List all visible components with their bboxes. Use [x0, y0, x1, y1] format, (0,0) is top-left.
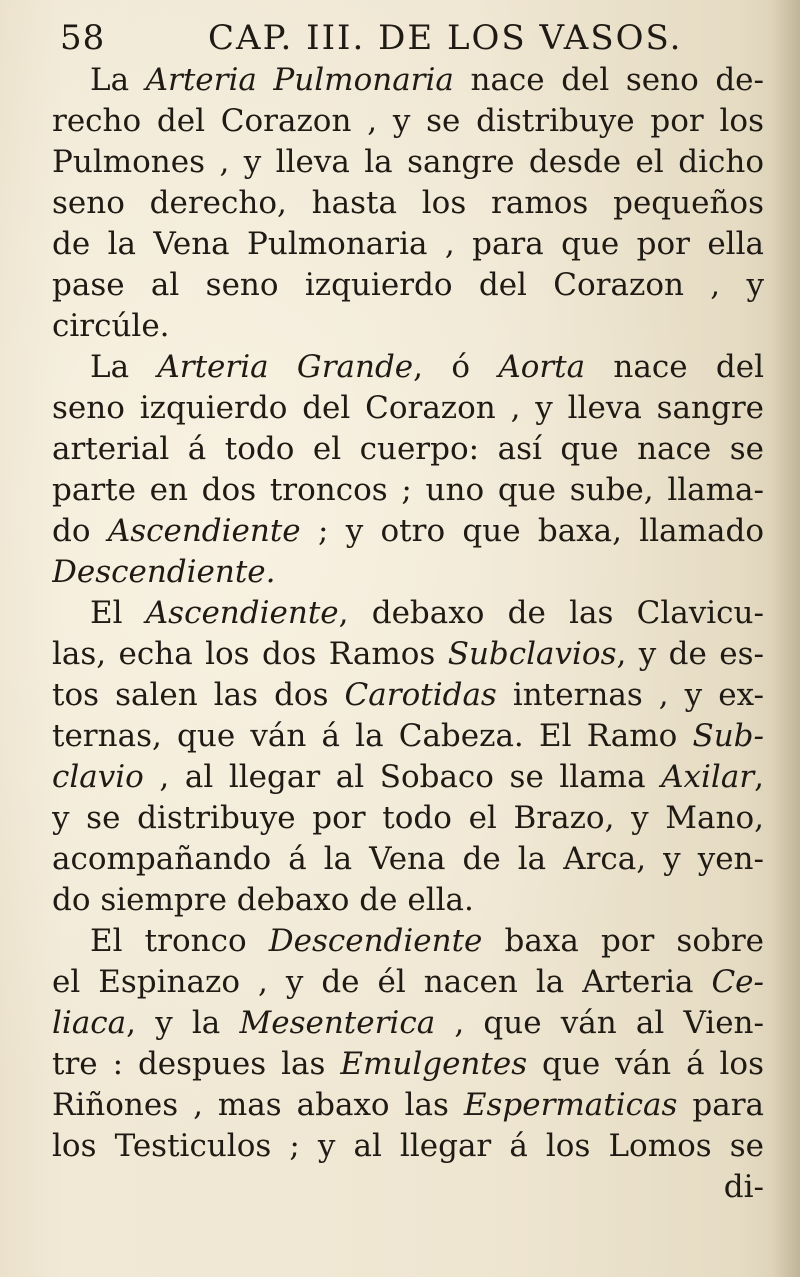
italic-term: Sub-	[692, 718, 764, 754]
text-line: do Ascendiente ; y otro que baxa, llamado	[52, 513, 764, 549]
text-line: y se distribuye por todo el Brazo, y Mano,	[52, 800, 764, 836]
text-line: seno derecho, hasta los ramos pequeños	[52, 185, 764, 221]
text-line: de la Vena Pulmonaria , para que por ella	[52, 226, 764, 262]
text-line: parte en dos troncos ; uno que sube, llama-	[52, 472, 764, 508]
text-line: las, echa los dos Ramos Subclavios, y de es-	[52, 636, 764, 672]
body-text	[52, 60, 764, 1208]
italic-term: clavio	[52, 759, 144, 795]
text-line: pase al seno izquierdo del Corazon , y	[52, 267, 764, 303]
catchword: di-	[723, 1169, 764, 1205]
italic-term: Ce-	[711, 964, 764, 1000]
italic-term: Descendiente	[268, 923, 483, 959]
text-line: El tronco Descendiente baxa por sobre	[90, 923, 764, 959]
text-line: seno izquierdo del Corazon , y lleva sangre	[52, 390, 764, 426]
italic-term: Subclavios	[447, 636, 617, 672]
text-line: los Testiculos ; y al llegar á los Lomos se	[52, 1128, 764, 1164]
italic-term: Descendiente.	[52, 554, 276, 590]
italic-term: Aorta	[498, 349, 586, 385]
text-line: La Arteria Grande, ó Aorta nace del	[90, 349, 764, 385]
italic-term: Mesenterica	[239, 1005, 436, 1041]
italic-term: Axilar	[661, 759, 755, 795]
italic-term: Arteria Grande	[157, 349, 414, 385]
page-edge-shadow	[772, 0, 800, 1277]
text-line: La Arteria Pulmonaria nace del seno de-	[90, 62, 764, 98]
text-line: liaca, y la Mesenterica , que ván al Vien-	[52, 1005, 764, 1041]
text-line: acompañando á la Vena de la Arca, y yen-	[52, 841, 764, 877]
text-line: do siempre debaxo de ella.	[52, 882, 474, 918]
text-line: ternas, que ván á la Cabeza. El Ramo Sub-	[52, 718, 764, 754]
text-line: circúle.	[52, 308, 170, 344]
italic-term: Arteria Pulmonaria	[145, 62, 454, 98]
text-line: El Ascendiente, debaxo de las Clavicu-	[90, 595, 764, 631]
text-line: Pulmones , y lleva la sangre desde el dicho	[52, 144, 764, 180]
text-line: tre : despues las Emulgentes que ván á los	[52, 1046, 764, 1082]
text-line: recho del Corazon , y se distribuye por los	[52, 103, 764, 139]
italic-term: Ascendiente	[145, 595, 339, 631]
italic-term: Emulgentes	[340, 1046, 528, 1082]
running-head: CAP. III. DE LOS VASOS.	[208, 18, 683, 58]
text-line: arterial á todo el cuerpo: así que nace se	[52, 431, 764, 467]
text-line: el Espinazo , y de él nacen la Arteria Ce-	[52, 964, 764, 1000]
page-header	[58, 18, 758, 64]
italic-term: liaca	[52, 1005, 127, 1041]
italic-term: Espermaticas	[463, 1087, 678, 1123]
italic-term: Ascendiente	[107, 513, 301, 549]
text-line	[52, 552, 764, 593]
text-line: tos salen las dos Carotidas internas , y ex-	[52, 677, 764, 713]
italic-term: Carotidas	[344, 677, 497, 713]
page-number: 58	[60, 18, 106, 58]
text-line: Riñones , mas abaxo las Espermaticas para	[52, 1087, 764, 1123]
text-line: clavio , al llegar al Sobaco se llama Axilar,	[52, 759, 764, 795]
